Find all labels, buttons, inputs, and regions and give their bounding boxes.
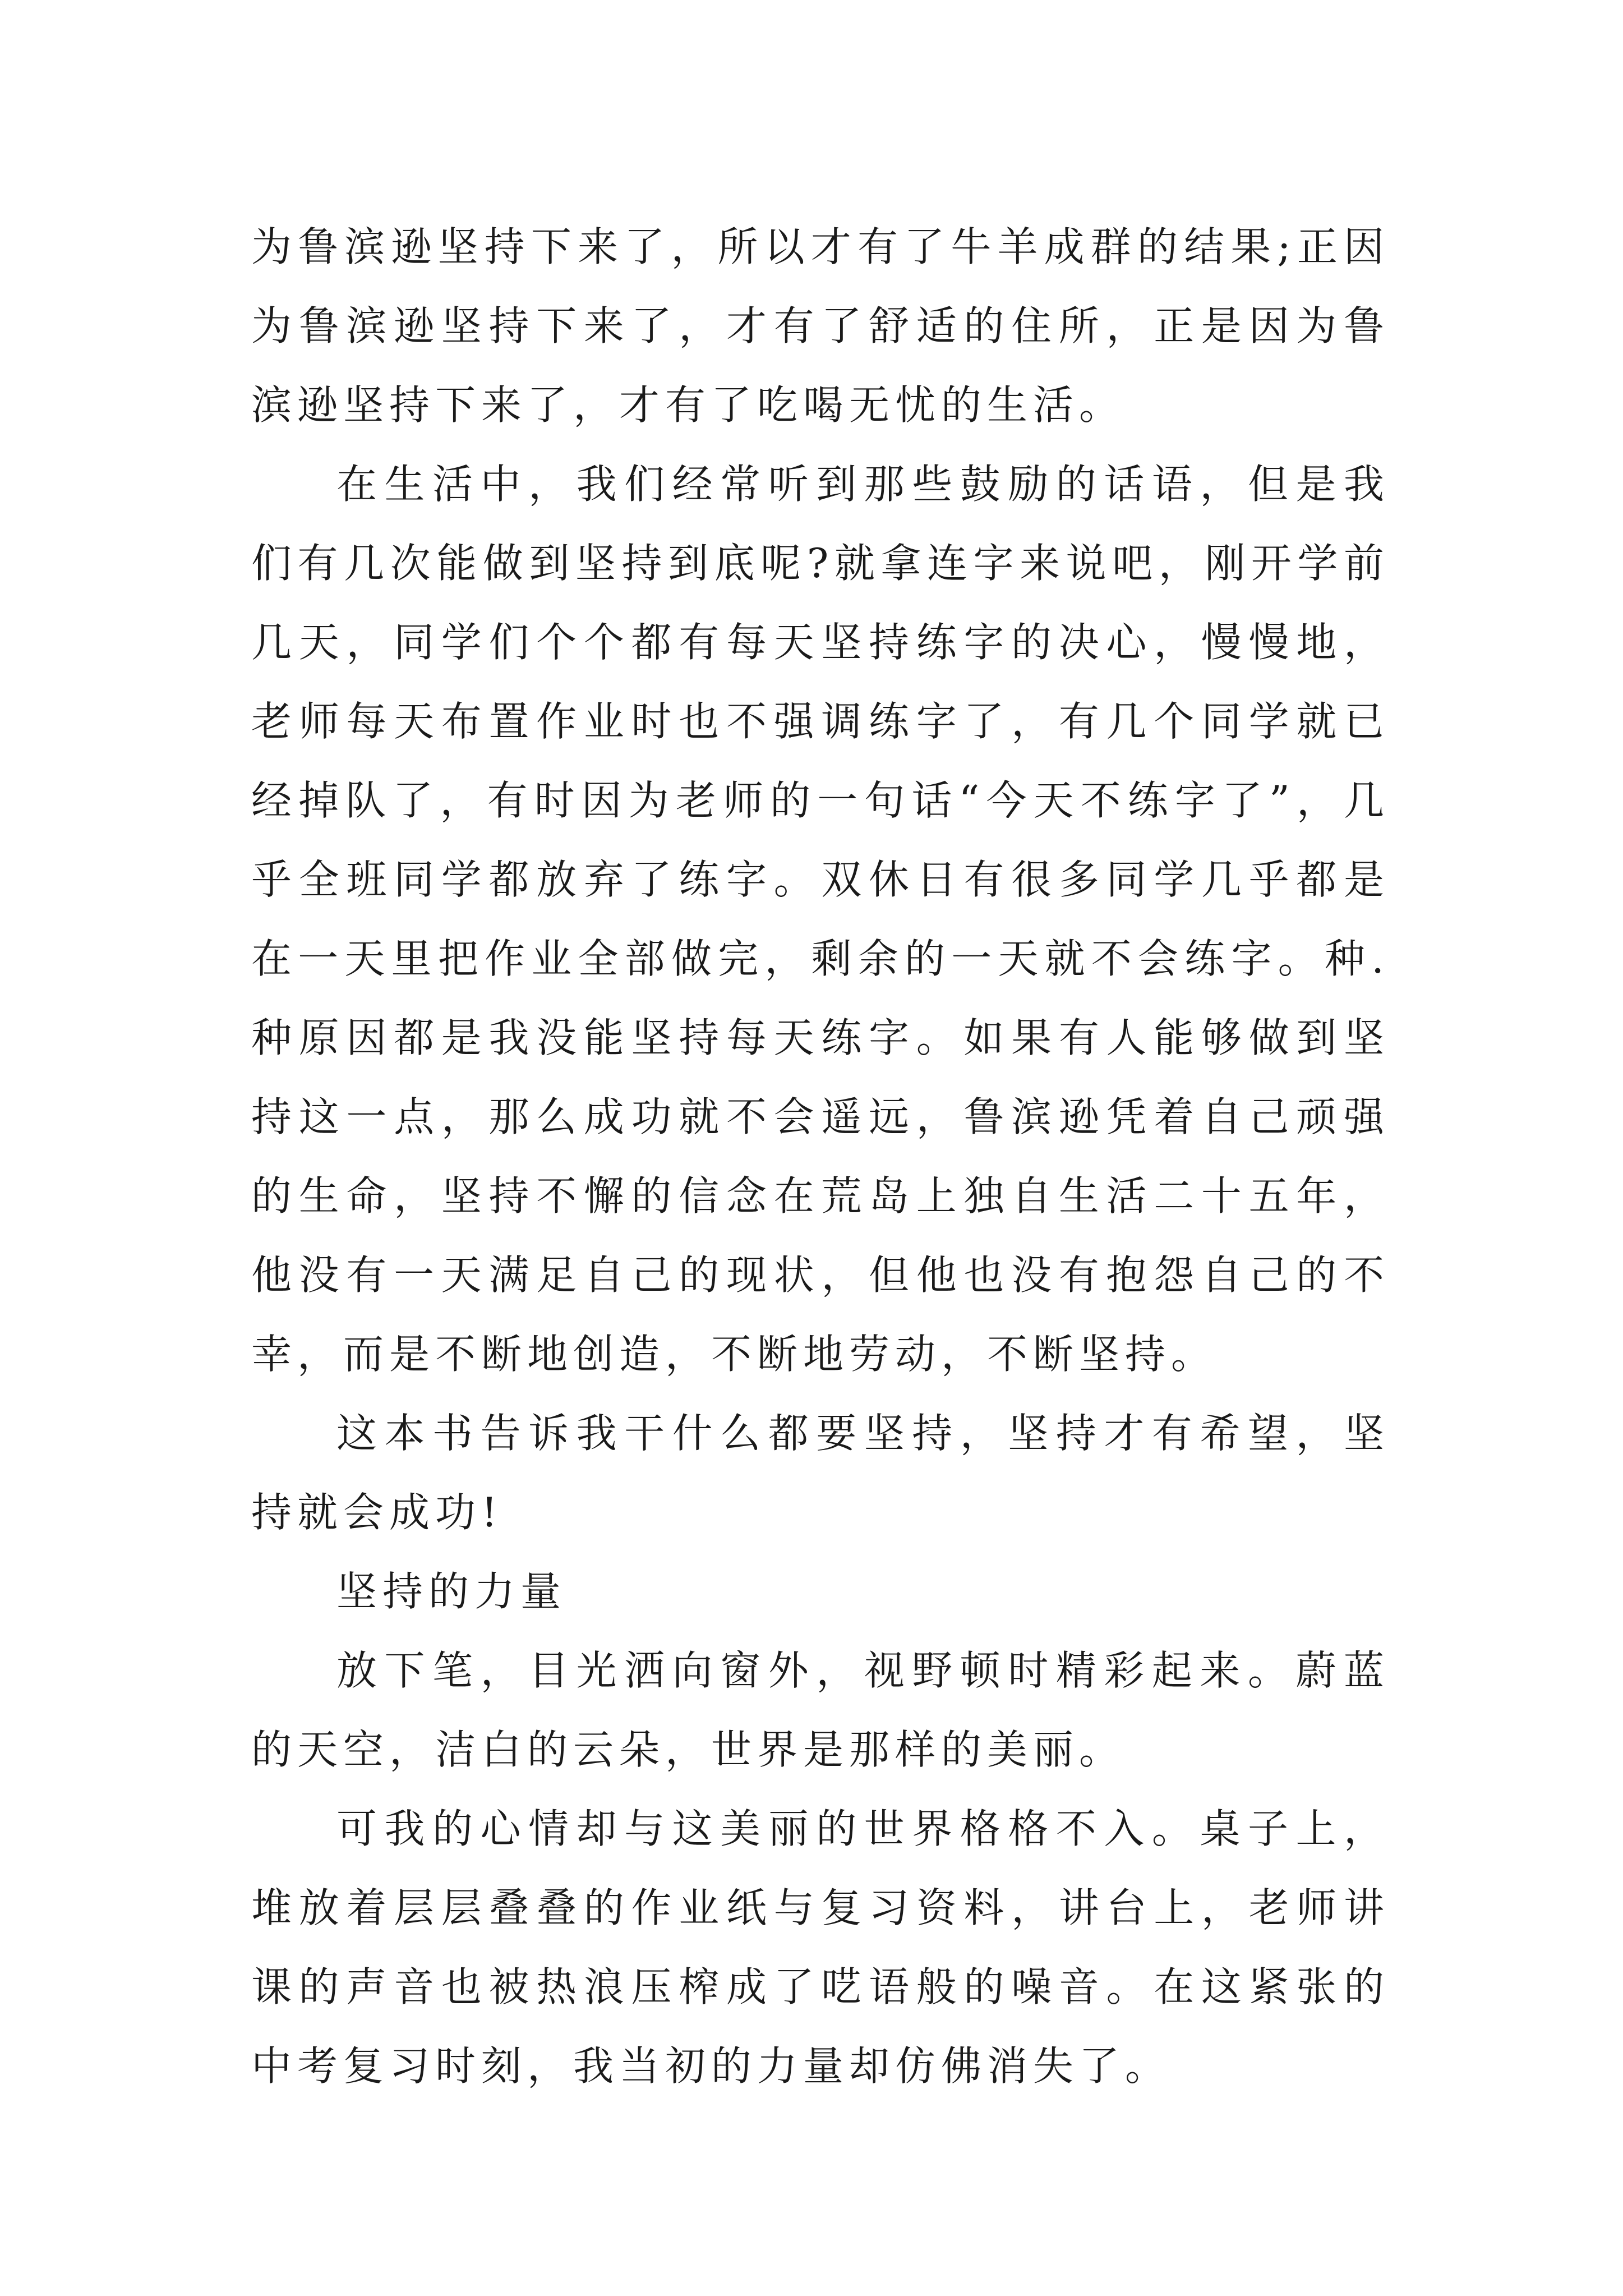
document-body [251, 208, 1390, 2106]
paragraph-4: 放下笔，目光洒向窗外，视野顿时精彩起来。蔚蓝的天空，洁白的云朵，世界是那样的美丽。 [251, 1647, 1390, 1773]
section-title: 坚持的力量 [336, 1568, 567, 1615]
paragraph-3: 这本书告诉我干什么都要坚持，坚持才有希望，坚持就会成功! [251, 1410, 1390, 1536]
paragraph-5: 可我的心情却与这美丽的世界格格不入。桌子上，堆放着层层叠叠的作业纸与复习资料，讲台上，老师讲课的声音也被热浪压榨成了呓语般的噪音。在这紧张的中考复习时刻，我当初的力量却仿佛消失了。 [251, 1805, 1390, 2090]
paragraph-2: 在生活中，我们经常听到那些鼓励的话语，但是我们有几次能做到坚持到底呢?就拿连字来说吧，刚开学前几天，同学们个个都有每天坚持练字的决心，慢慢地，老师每天布置作业时也不强调练字了，有几个同学就已经掉队了，有时因为老师的一句话“今天不练字了”，几乎全班同学都放弃了练字。双休日有很多同学几乎都是在一天里把作业全部做完，剩余的一天就不会练字。种.种原因都是我没能坚持每天练字。如果有人能够做到坚持这一点，那么成功就不会遥远，鲁滨逊凭着自己顽强的生命，坚持不懈的信念在荒岛上独自生活二十五年，他没有一天满足自己的现状，但他也没有抱怨自己的不幸，而是不断地创造，不断地劳动，不断坚持。 [251, 461, 1390, 1378]
paragraph-1: 为鲁滨逊坚持下来了，所以才有了牛羊成群的结果;正因为鲁滨逊坚持下来了，才有了舒适的住所，正是因为鲁滨逊坚持下来了，才有了吃喝无忧的生活。 [251, 223, 1390, 429]
